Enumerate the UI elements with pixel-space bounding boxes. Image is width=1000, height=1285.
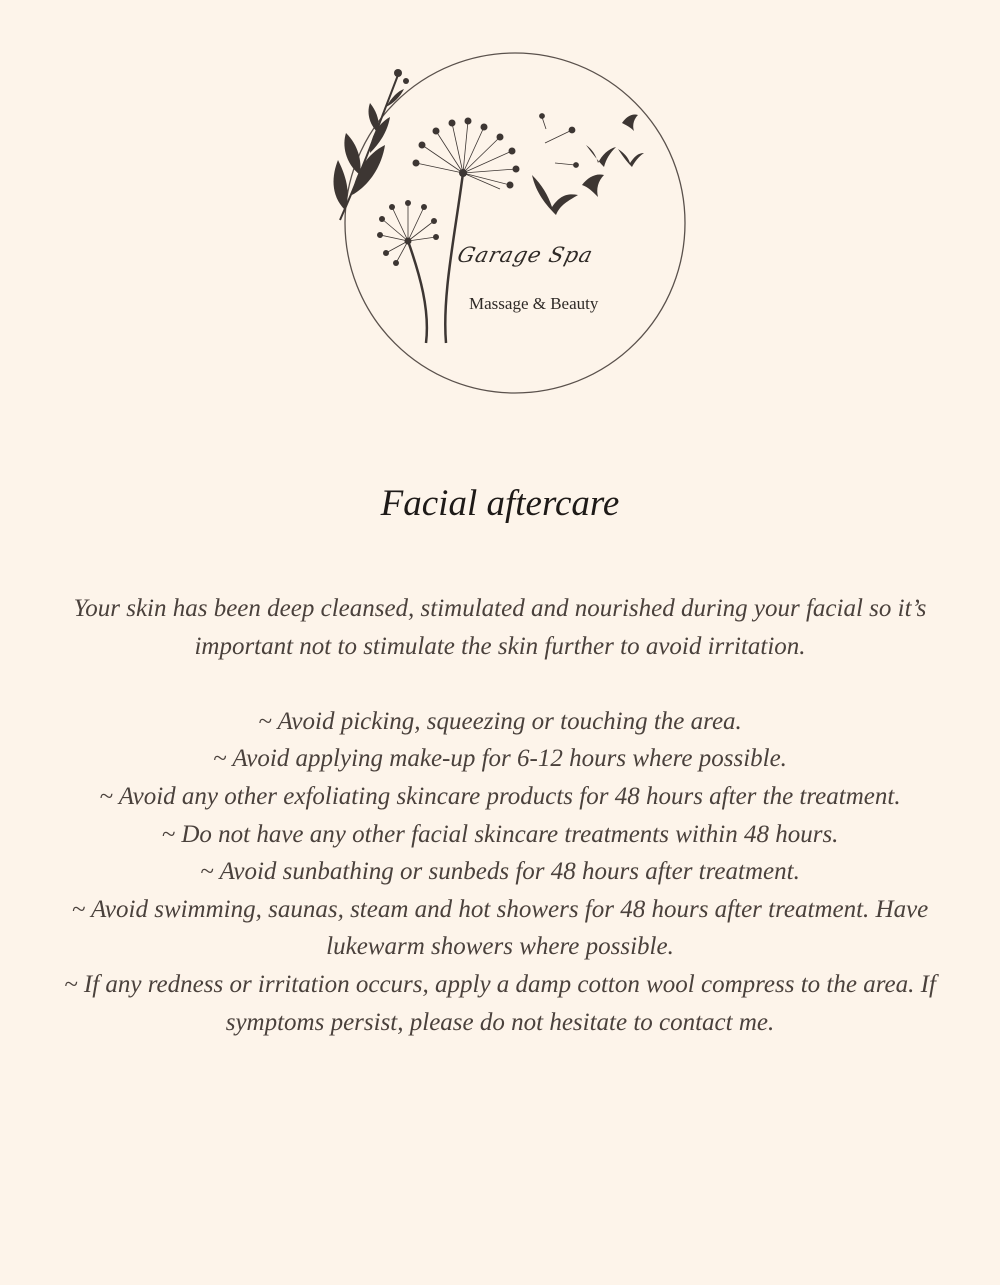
list-item: ~ If any redness or irritation occurs, apply a damp cotton wool compress to the area. If symptoms persist, please do not hesitate to contact me. [64,970,936,1036]
list-item: ~ Avoid swimming, saunas, steam and hot showers for 48 hours after treatment. Have lukewarm showers where possible. [71,895,929,961]
list-item: ~ Avoid any other exfoliating skincare products for 48 hours after the treatment. [99,782,901,810]
list-item: ~ Avoid applying make-up for 6-12 hours where possible. [213,745,787,773]
list-item: ~ Avoid sunbathing or sunbeds for 48 hours after treatment. [200,858,800,886]
brand-name: Garage Spa [455,243,596,267]
page-title: Facial aftercare [380,483,620,524]
instruction-list [40,703,960,1041]
dandelion-birds-logo-icon [320,45,700,405]
aftercare-content [40,590,960,1041]
list-item: ~ Do not have any other facial skincare treatments within 48 hours. [161,820,839,848]
intro-text: Your skin has been deep cleansed, stimulated and nourished during your facial so it’s important not to stimulate the skin further to avoid irritation. [73,595,927,660]
brand-tagline: Massage & Beauty [469,294,599,313]
list-item: ~ Avoid picking, squeezing or touching the area. [258,707,742,735]
brand-logo [320,45,700,405]
